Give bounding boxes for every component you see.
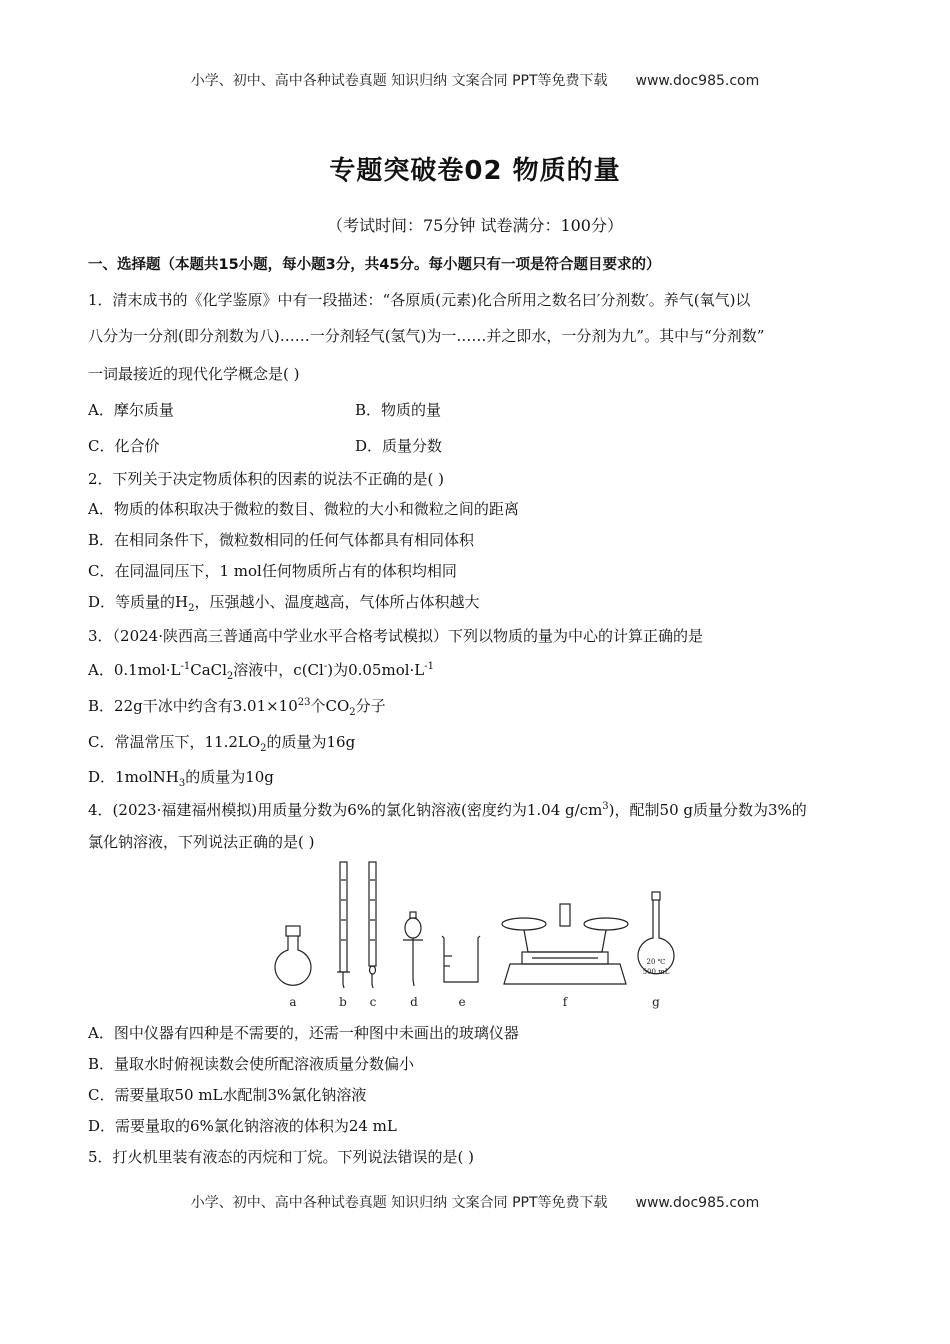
label-g: g [652,995,660,1009]
balance-icon [502,904,628,984]
round-flask-icon [275,926,311,985]
burette-icon [369,862,376,988]
q1-line3: 一词最接近的现代化学概念是( ) [88,365,300,383]
q2-option-a: A．物质的体积取决于微粒的数目、微粒的大小和微粒之间的距离 [88,500,519,518]
q2-option-b: B．在相同条件下，微粒数相同的任何气体都具有相同体积 [88,531,475,549]
label-a: a [289,995,297,1009]
footer-text: 小学、初中、高中各种试卷真题 知识归纳 文案合同 PPT等免费下载 [190,1195,608,1211]
label-c: c [369,995,377,1009]
q4-option-a: A．图中仪器有四种是不需要的，还需一种图中未画出的玻璃仪器 [88,1024,519,1042]
header-url[interactable]: www.doc985.com [635,73,760,89]
q4-option-d: D．需要量取的6%氯化钠溶液的体积为24 mL [88,1117,397,1135]
page-header [0,70,950,90]
q3-option-c: C．常温常压下，$11.2LO_2$的质量为16g [88,733,356,754]
q5-stem: 5．打火机里装有液态的丙烷和丁烷。下列说法错误的是( ) [88,1148,475,1166]
q4-line1: 4．(2023·福建福州模拟)用质量分数为6%的氯化钠溶液(密度约为1.04 $g/cm^3$)，配制50 g质量分数为3%的 [88,801,807,819]
q3-option-d: D．1molNH$_3$的质量为10g [88,768,274,789]
q1-option-d: D．质量分数 [355,437,443,455]
q4-line2: 氯化钠溶液，下列说法正确的是( ) [88,833,315,851]
q3-option-b: B．22g干冰中约含有$3.01\times 10^{23}$个$CO_2$分子 [88,697,386,718]
q4-option-c: C．需要量取50 mL水配制3%氯化钠溶液 [88,1086,367,1104]
q2-option-d: D．等质量的$H_2$，压强越小、温度越高，气体所占体积越大 [88,593,480,614]
section-heading: 一、选择题（本题共15小题，每小题3分，共45分。每小题只有一项是符合题目要求的） [88,257,661,273]
footer-url[interactable]: www.doc985.com [635,1195,760,1211]
q2-stem: 2．下列关于决定物质体积的因素的说法不正确的是( ) [88,470,445,488]
q3-stem: 3．（2024·陕西高三普通高中学业水平合格考试模拟）下列以物质的量为中心的计算正确的是 [88,627,703,645]
header-text: 小学、初中、高中各种试卷真题 知识归纳 文案合同 PPT等免费下载 [190,73,608,89]
exam-info: （考试时间：75分钟 试卷满分：100分） [327,216,623,235]
q1-line1: 1．清末成书的《化学鉴原》中有一段描述：“各原质(元素)化合所用之数名曰′分剂数′。养气(氧气)以 [88,291,751,309]
flask-temp-label: 20 ℃ [646,958,666,966]
page-title: 专题突破卷02 物质的量 [329,156,621,186]
q4-option-b: B．量取水时俯视读数会使所配溶液质量分数偏小 [88,1055,415,1073]
q1-option-c: C．化合价 [88,437,160,455]
q1-option-b: B．物质的量 [355,401,442,419]
page-footer [0,1192,950,1212]
q2-option-c: C．在同温同压下，1 mol任何物质所占有的体积均相同 [88,562,457,580]
q1-option-a: A．摩尔质量 [88,401,174,419]
volumetric-flask-icon [638,892,674,976]
label-f: f [562,995,568,1009]
label-e: e [458,995,466,1009]
q1-line2: 八分为一分剂(即分剂数为八)……一分剂轻气(氢气)为一……并之即水，一分剂为九”。其中与“分剂数” [88,327,765,345]
flask-volume-label: 500 mL [642,968,670,976]
label-b: b [339,995,347,1009]
label-d: d [410,995,418,1009]
lab-apparatus-figure [270,860,690,1015]
separatory-funnel-icon [403,912,423,986]
q3-option-a: A．$0.1mol\cdot L^{-1}CaCl_2$溶液中，c(Cl-)为$0.05mol\cdot L^{-1}$ [88,661,435,682]
beaker-icon [442,936,480,982]
burette-icon [337,862,350,988]
